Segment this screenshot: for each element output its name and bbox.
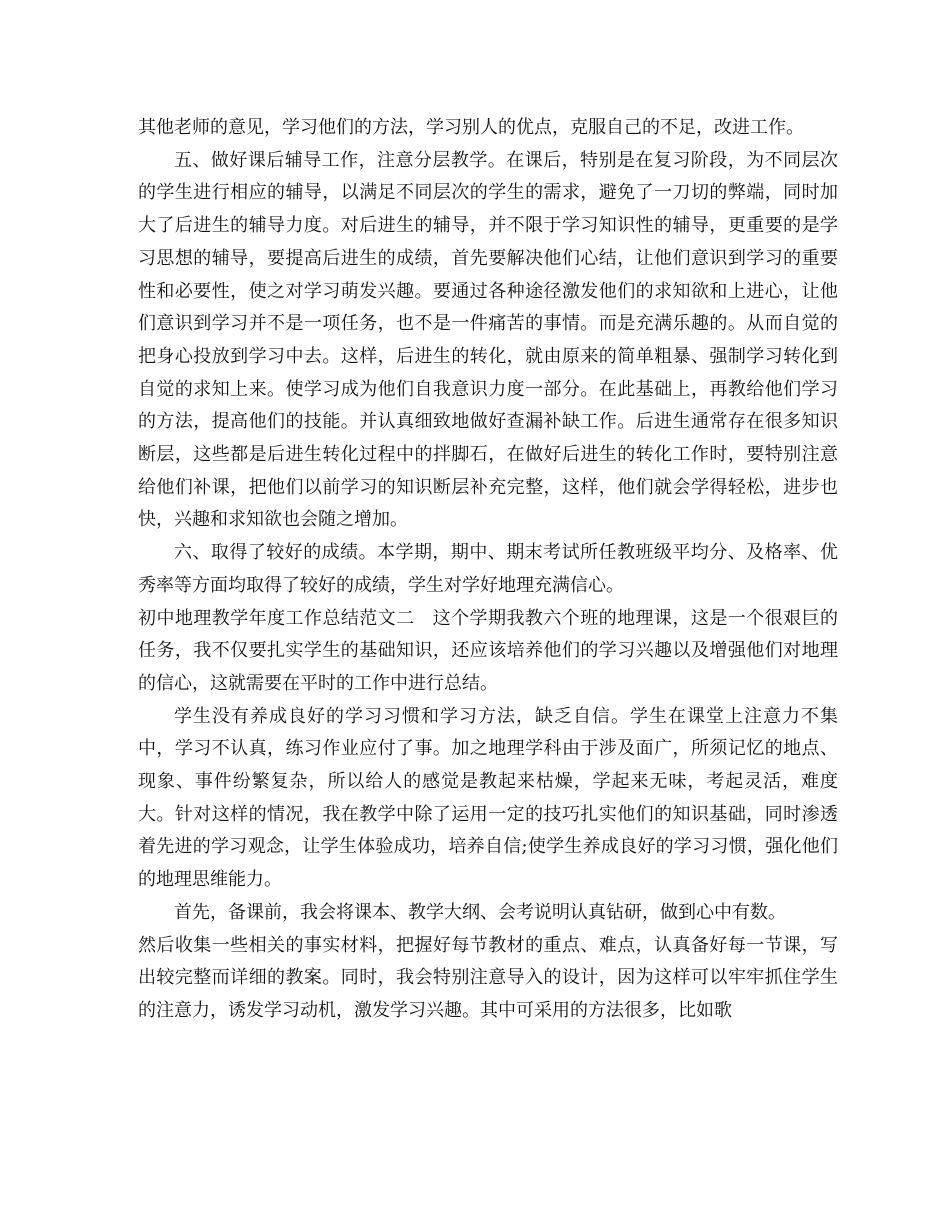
document-body: [138, 112, 838, 1028]
paragraph-1: 其他老师的意见，学习他们的方法，学习别人的优点，克服自己的不足，改进工作。: [138, 117, 804, 138]
paragraph-5: 学生没有养成良好的学习习惯和学习方法，缺乏自信。学生在课堂上注意力不集中，学习不认真，练习作业应付了事。加之地理学科由于涉及面广，所须记忆的地点、现象、事件纷繁复杂，所以给人的感觉是教起来枯燥，学起来无味，考起灵活，难度大。针对这样的情况，我在教学中除了运用一定的技巧扎实他们的知识基础，同时渗透着先进的学习观念，让学生体验成功，培养自信;使学生养成良好的学习习惯，强化他们的地理思维能力。: [138, 705, 838, 891]
paragraph-6: 首先，备课前，我会将课本、教学大纲、会考说明认真钻研，做到心中有数。: [174, 901, 786, 923]
section-heading: 初中地理教学年度工作总结范文二: [138, 607, 415, 629]
paragraph-4: [138, 603, 838, 701]
paragraph-2: 五、做好课后辅导工作，注意分层教学。在课后，特别是在复习阶段，为不同层次的学生进行相应的辅导，以满足不同层次的学生的需求，避免了一刀切的弊端，同时加大了后进生的辅导力度。对后进生的辅导，并不限于学习知识性的辅导，更重要的是学习思想的辅导，要提高后进生的成绩，首先要解决他们心结，让他们意识到学习的重要性和必要性，使之对学习萌发兴趣。要通过各种途径激发他们的求知欲和上进心，让他们意识到学习并不是一项任务，也不是一件痛苦的事情。而是充满乐趣的。从而自觉的把身心投放到学习中去。这样，后进生的转化，就由原来的简单粗暴、强制学习转化到自觉的求知上来。使学习成为他们自我意识力度一部分。在此基础上，再教给他们学习的方法，提高他们的技能。并认真细致地做好查漏补缺工作。后进生通常存在很多知识断层，这些都是后进生转化过程中的拌脚石，在做好后进生的转化工作时，要特别注意给他们补课，把他们以前学习的知识断层补充完整，这样，他们就会学得轻松，进步也快，兴趣和求知欲也会随之增加。: [138, 149, 838, 531]
paragraph-4-text: 这个学期我教六个班的地理课，这是一个很艰巨的任务，我不仅要扎实学生的基础知识，还应该培养他们的学习兴趣以及增强他们对地理的信心，这就需要在平时的工作中进行总结。: [138, 607, 839, 694]
paragraph-7: 然后收集一些相关的事实材料，把握好每节教材的重点、难点，认真备好每一节课，写出较完整而详细的教案。同时，我会特别注意导入的设计，因为这样可以牢牢抓住学生的注意力，诱发学习动机，激发学习兴趣。其中可采用的方法很多，比如歌: [138, 934, 838, 1021]
paragraph-3: 六、取得了较好的成绩。本学期，期中、期末考试所任教班级平均分、及格率、优秀率等方面均取得了较好的成绩，学生对学好地理充满信心。: [138, 542, 838, 596]
